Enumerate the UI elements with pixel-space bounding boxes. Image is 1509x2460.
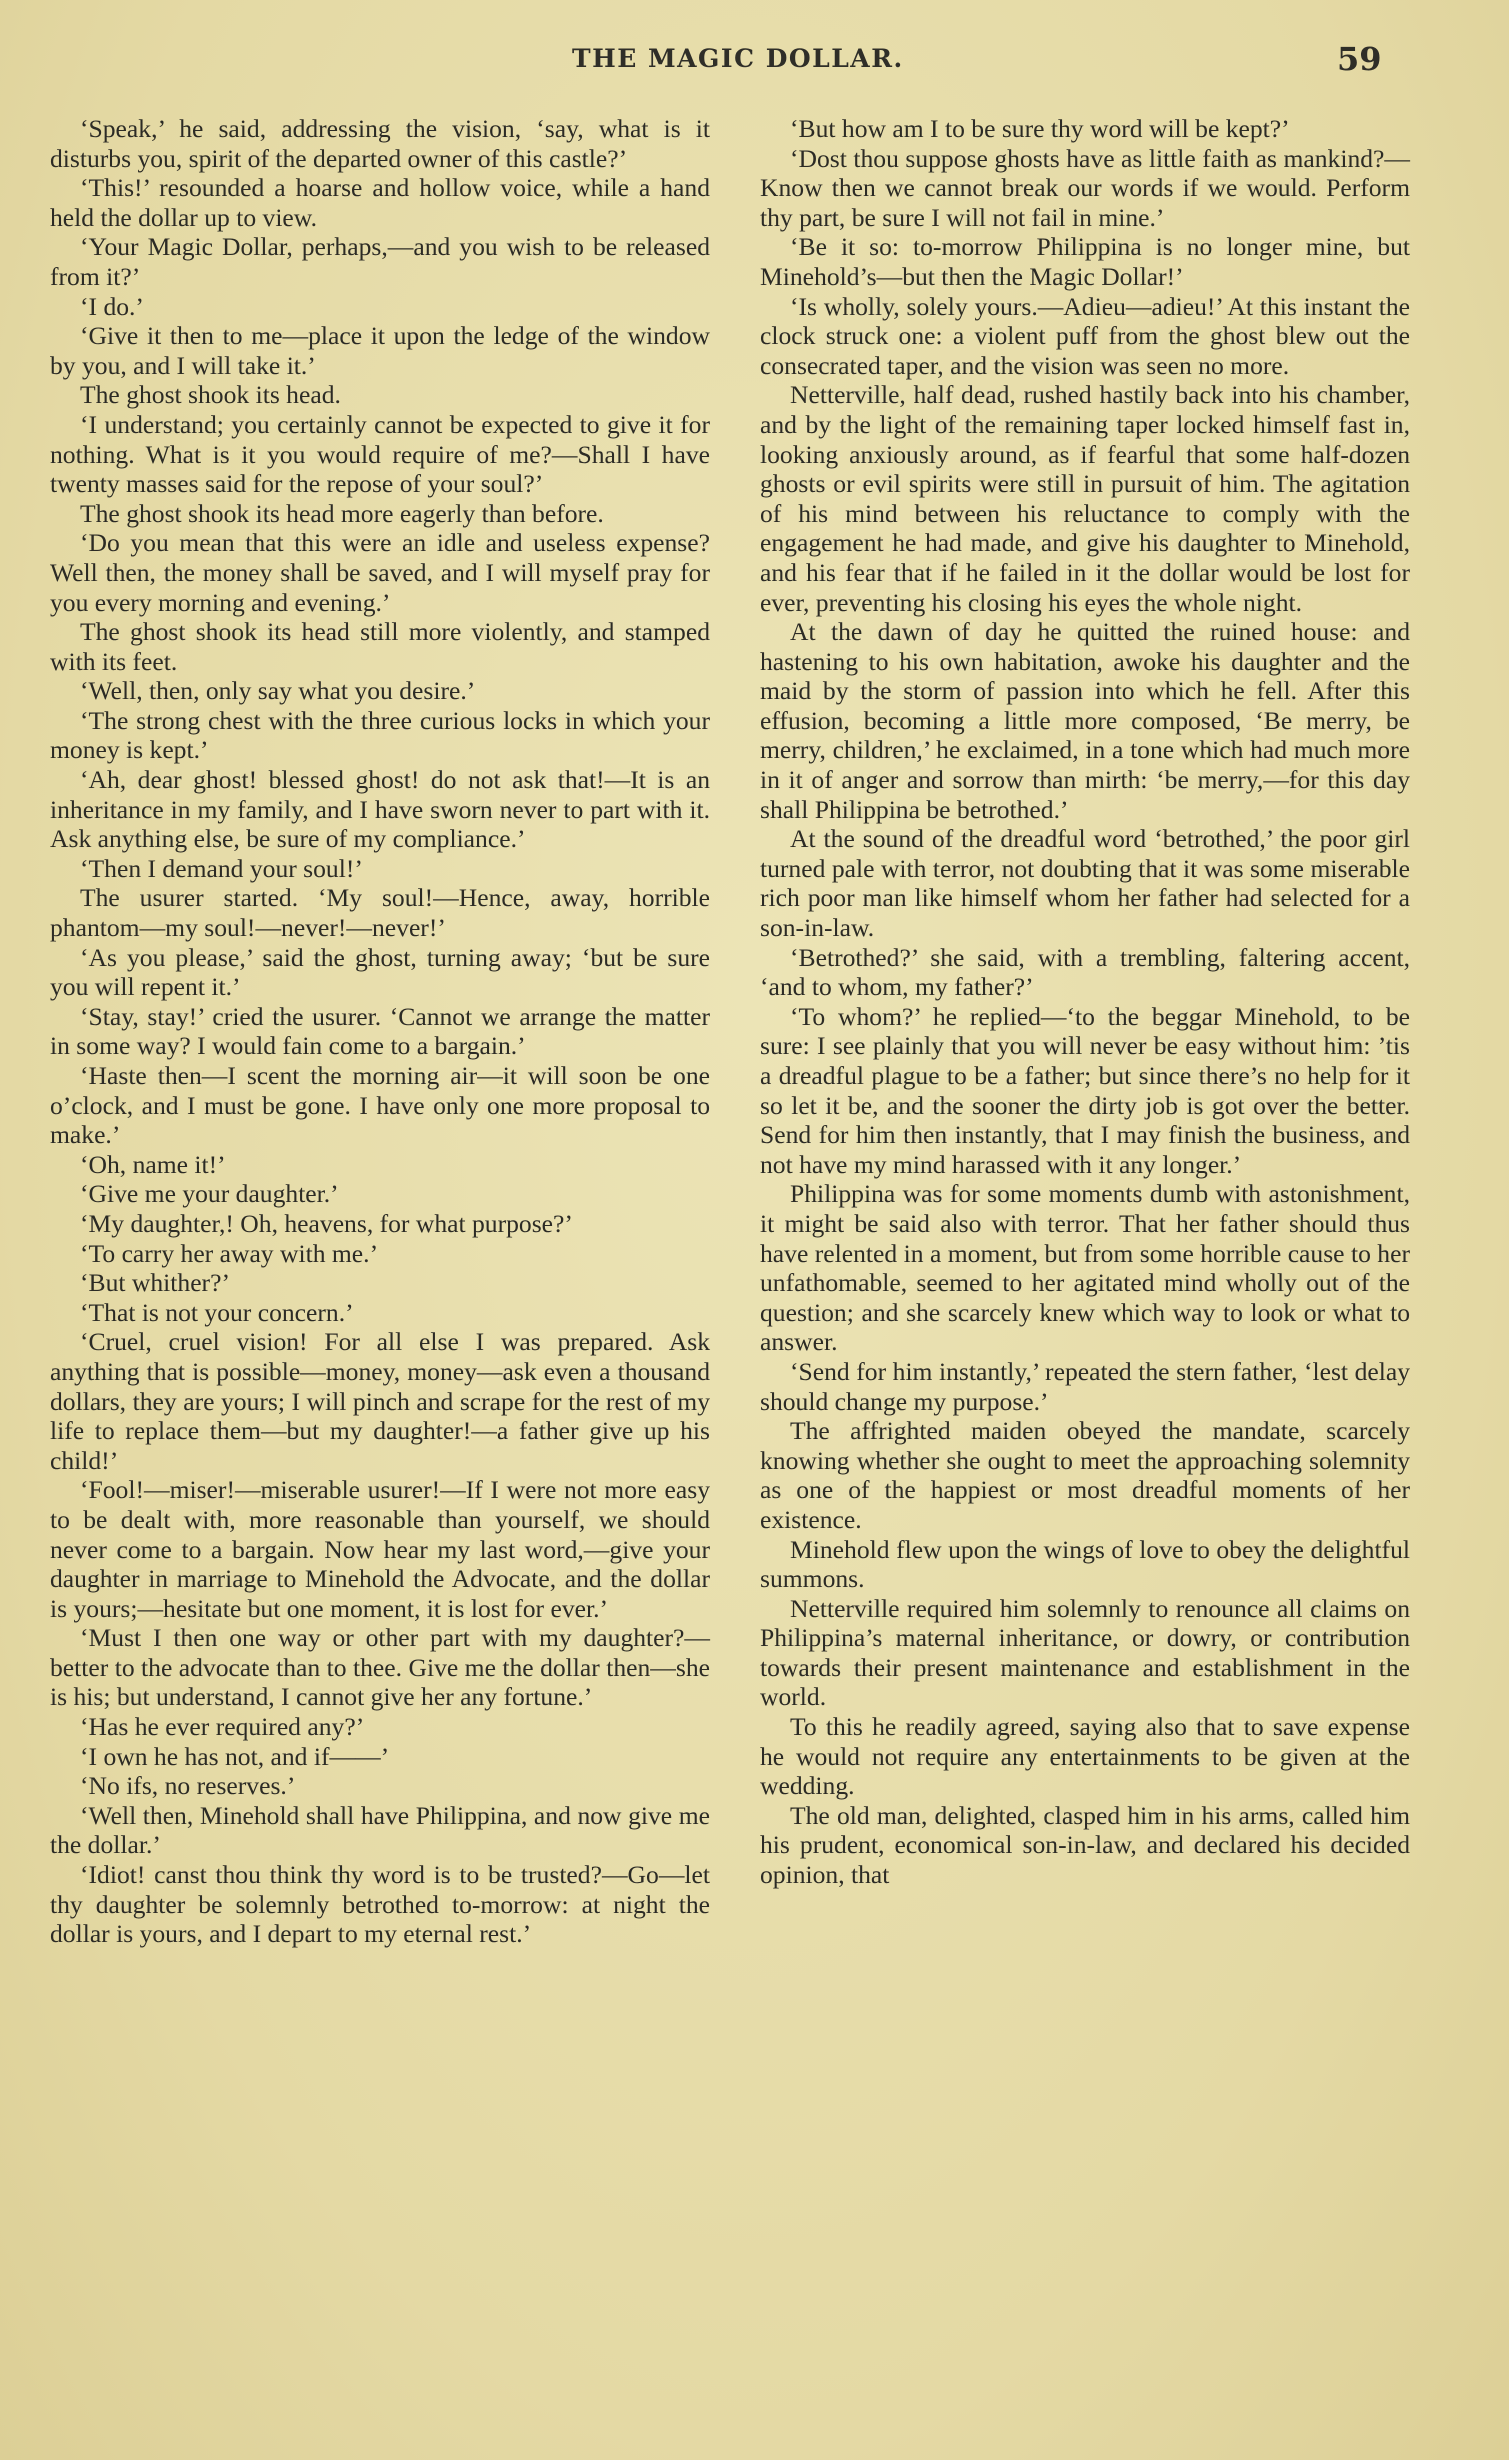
paragraph: ‘Do you mean that this were an idle and useless expense? Well then, the money shall be saved, and I will myself pray for you every morning and evening.’ bbox=[50, 528, 710, 617]
paragraph: The ghost shook its head more eagerly than before. bbox=[80, 498, 604, 528]
paragraph: ‘But whither?’ bbox=[80, 1268, 230, 1298]
paragraph: Netterville required him solemnly to renounce all claims on Philippina’s maternal inheritance, or dowry, or contribution towards their present maintenance and establishment in the world. bbox=[760, 1593, 1410, 1712]
paragraph: ‘Idiot! canst thou think thy word is to be trusted?—Go—let thy daughter be solemnly betrothed to-morrow: at night the dollar is yours, and I depart to my eternal rest.’ bbox=[50, 1860, 710, 1949]
paragraph: ‘Give it then to me—place it upon the ledge of the window by you, and I will take it.’ bbox=[50, 321, 710, 380]
paragraph: ‘Cruel, cruel vision! For all else I was prepared. Ask anything that is possible—money, money—ask even a thousand dollars, they are yours; I will pinch and scrape for the rest of my life to replace them—but my daughter!—a father give up his child!’ bbox=[50, 1327, 710, 1475]
running-title: THE MAGIC DOLLAR. bbox=[572, 44, 904, 73]
paragraph: ‘As you please,’ said the ghost, turning away; ‘but be sure you will repent it.’ bbox=[50, 942, 710, 1002]
paragraph: ‘I do.’ bbox=[80, 291, 144, 321]
right-column bbox=[760, 114, 1410, 1890]
paragraph: Netterville, half dead, rushed hastily back into his chamber, and by the light of the remaining taper locked himself fast in, looking anxiously around, as if fearful that some half-dozen ghosts or evil spirits were still in pursuit of him. The agitation of his mind between his reluctance to comply with the engagement he had made, and give his daughter to Minehold, and his fear that if he failed in it the dollar would be lost for ever, preventing his closing his eyes the whole night. bbox=[760, 380, 1410, 617]
paragraph: ‘Oh, name it!’ bbox=[80, 1149, 226, 1179]
paragraph: To this he readily agreed, saying also that to save expense he would not require any entertainments to be given at the wedding. bbox=[760, 1712, 1410, 1801]
paragraph: ‘To carry her away with me.’ bbox=[80, 1238, 379, 1268]
paragraph: ‘Then I demand your soul!’ bbox=[80, 853, 363, 883]
paragraph: ‘This!’ resounded a hoarse and hollow voice, while a hand held the dollar up to view. bbox=[50, 173, 710, 232]
paragraph: ‘Is wholly, solely yours.—Adieu—adieu!’ At this instant the clock struck one: a violent puff from the ghost blew out the consecrated taper, and the vision was seen no more. bbox=[760, 291, 1410, 380]
paragraph: ‘Send for him instantly,’ repeated the stern father, ‘lest delay should change my purpose.’ bbox=[760, 1356, 1410, 1416]
paragraph: Philippina was for some moments dumb with astonishment, it might be said also with terror. That her father should thus have relented in a moment, but from some horrible cause to her unfathomable, seemed to her agitated mind wholly out of the question; and she scarcely knew which way to look or what to answer. bbox=[760, 1179, 1410, 1357]
paragraph: ‘Give me your daughter.’ bbox=[80, 1179, 339, 1209]
paragraph: ‘I understand; you certainly cannot be expected to give it for nothing. What is it you would require of me?—Shall I have twenty masses said for the repose of your soul?’ bbox=[50, 409, 710, 499]
paragraph: ‘Well, then, only say what you desire.’ bbox=[80, 676, 476, 706]
paragraph: The affrighted maiden obeyed the mandate, scarcely knowing whether she ought to meet the approaching solemnity as one of the happiest or most dreadful moments of her existence. bbox=[760, 1416, 1410, 1534]
paragraph: At the dawn of day he quitted the ruined house: and hastening to his own habitation, awoke his daughter and the maid by the storm of passion into which he fell. After this effusion, becoming a little more composed, ‘Be merry, be merry, children,’ he exclaimed, in a tone which had much more in it of anger and sorrow than mirth: ‘be merry,—for this day shall Philippina be betrothed.’ bbox=[760, 617, 1410, 824]
paragraph: ‘No ifs, no reserves.’ bbox=[80, 1771, 296, 1801]
paragraph: ‘Betrothed?’ she said, with a trembling, faltering accent, ‘and to whom, my father?’ bbox=[760, 942, 1410, 1002]
paragraph: ‘Fool!—miser!—miserable usurer!—If I were not more easy to be dealt with, more reasonable than yourself, we should never come to a bargain. Now hear my last word,—give your daughter in marriage to Minehold the Advocate, and the dollar is yours;—hesitate but one moment, it is lost for ever.’ bbox=[50, 1475, 710, 1623]
paragraph: ‘I own he has not, and if——’ bbox=[80, 1741, 390, 1771]
paragraph: The old man, delighted, clasped him in his arms, called him his prudent, economical son-in-law, and declared his decided opinion, that bbox=[760, 1800, 1410, 1890]
paragraph: ‘Must I then one way or other part with my daughter?—better to the advocate than to thee. Give me the dollar then—she is his; but understand, I cannot give her any fortune.’ bbox=[50, 1623, 710, 1712]
paragraph: The ghost shook its head. bbox=[80, 380, 341, 410]
paragraph: Minehold flew upon the wings of love to obey the delightful summons. bbox=[760, 1534, 1410, 1594]
paragraph: ‘Speak,’ he said, addressing the vision, ‘say, what is it disturbs you, spirit of the departed owner of this castle?’ bbox=[50, 114, 710, 173]
paragraph: ‘To whom?’ he replied—‘to the beggar Minehold, to be sure: I see plainly that you will never be easy without him: ’tis a dreadful plague to be a father; but since there’s no help for it so let it be, and the sooner the dirty job is got over the better. Send for him then instantly, that I may finish the business, and not have my mind harassed with it any longer.’ bbox=[760, 1001, 1410, 1179]
paragraph: ‘My daughter,! Oh, heavens, for what purpose?’ bbox=[80, 1208, 573, 1238]
paragraph: ‘Stay, stay!’ cried the usurer. ‘Cannot we arrange the matter in some way? I would fain come to a bargain.’ bbox=[50, 1001, 710, 1061]
paragraph: ‘But how am I to be sure thy word will be kept?’ bbox=[790, 114, 1290, 143]
paragraph: ‘Be it so: to-morrow Philippina is no longer mine, but Minehold’s—but then the Magic Dollar!’ bbox=[760, 232, 1410, 291]
paragraph: The usurer started. ‘My soul!—Hence, away, horrible phantom—my soul!—never!—never!’ bbox=[50, 883, 710, 943]
running-head bbox=[0, 40, 1509, 84]
paragraph: ‘Haste then—I scent the morning air—it will soon be one o’clock, and I must be gone. I have only one more proposal to make.’ bbox=[50, 1061, 710, 1150]
page-number: 59 bbox=[1337, 40, 1382, 78]
paragraph: At the sound of the dreadful word ‘betrothed,’ the poor girl turned pale with terror, not doubting that it was some miserable rich poor man like himself whom her father had selected for a son-in-law. bbox=[760, 824, 1410, 943]
paragraph: ‘That is not your concern.’ bbox=[80, 1297, 354, 1327]
paragraph: ‘Dost thou suppose ghosts have as little faith as mankind?—Know then we cannot break our words if we would. Perform thy part, be sure I will not fail in mine.’ bbox=[760, 143, 1410, 232]
paragraph: The ghost shook its head still more violently, and stamped with its feet. bbox=[50, 617, 710, 676]
paragraph: ‘The strong chest with the three curious locks in which your money is kept.’ bbox=[50, 705, 710, 765]
left-column bbox=[50, 114, 710, 1949]
paragraph: ‘Your Magic Dollar, perhaps,—and you wish to be released from it?’ bbox=[50, 232, 710, 291]
paragraph: ‘Well then, Minehold shall have Philippina, and now give me the dollar.’ bbox=[50, 1800, 710, 1860]
paragraph: ‘Ah, dear ghost! blessed ghost! do not ask that!—It is an inheritance in my family, and I have sworn never to part with it. Ask anything else, be sure of my compliance.’ bbox=[50, 765, 710, 854]
paragraph: ‘Has he ever required any?’ bbox=[80, 1712, 365, 1742]
